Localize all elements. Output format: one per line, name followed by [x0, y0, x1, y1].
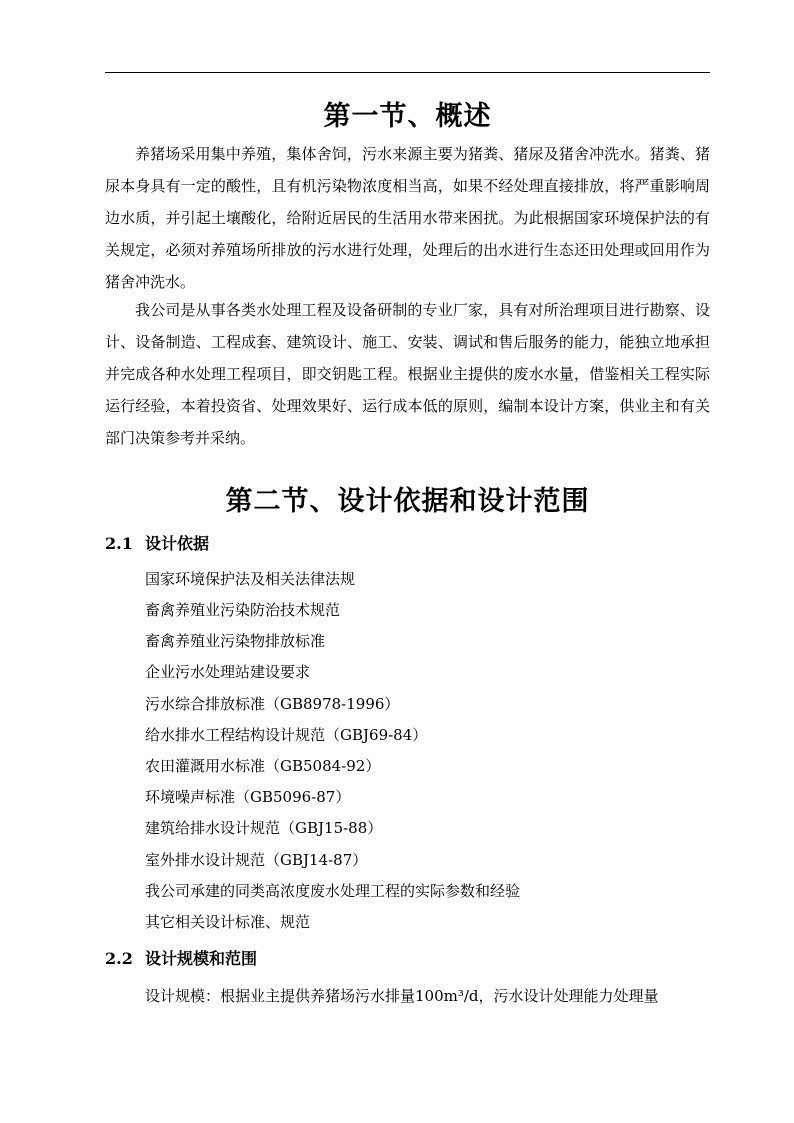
- subsection-number: 2.2: [105, 949, 133, 968]
- section1-title: 第一节、概述: [323, 101, 492, 132]
- list-item: 环境噪声标准（GB5096-87）: [145, 788, 351, 806]
- subsection-heading-2-2: [105, 948, 710, 970]
- list-item: 室外排水设计规范（GBJ14-87）: [145, 851, 368, 869]
- subsection-heading-2-1: [105, 533, 710, 555]
- section1-paragraph-1: 养猪场采用集中养殖，集体舍饲，污水来源主要为猪粪、猪尿及猪舍冲洗水。猪粪、猪尿本身具有一定的酸性，且有机污染物浓度相当高，如果不经处理直接排放，将严重影响周边水质，并引起土壤酸化，给附近居民的生活用水带来困扰。为此根据国家环境保护法的有关规定，必须对养殖场所排放的污水进行处理，处理后的出水进行生态还田处理或回用作为猪舍冲洗水。: [105, 145, 710, 291]
- list-item: 国家环境保护法及相关法律法规: [145, 570, 356, 588]
- list-item: 我公司承建的同类高浓度废水处理工程的实际参数和经验: [145, 882, 521, 900]
- section2-title: 第二节、设计依据和设计范围: [225, 486, 590, 517]
- list-item: 建筑给排水设计规范（GBJ15-88）: [145, 819, 383, 837]
- design-scale-text: 设计规模：根据业主提供养猪场污水排量100m³/d，污水设计处理能力处理量: [145, 987, 659, 1005]
- header-rule: [105, 72, 710, 73]
- subsection-number: 2.1: [105, 534, 133, 553]
- list-item: 农田灌溉用水标准（GB5084-92）: [145, 757, 381, 775]
- subsection-title: 设计规模和范围: [145, 949, 258, 968]
- section1-paragraph-2: 我公司是从事各类水处理工程及设备研制的专业厂家，具有对所治理项目进行勘察、设计、设备制造、工程成套、建筑设计、施工、安装、调试和售后服务的能力，能独立地承担并完成各种水处理工程项目，即交钥匙工程。根据业主提供的废水水量，借鉴相关工程实际运行经验，本着投资省、处理效果好、运行成本低的原则，编制本设计方案，供业主和有关部门决策参考并采纳。: [105, 301, 710, 447]
- list-item: 其它相关设计标准、规范: [145, 913, 311, 931]
- subsection-title: 设计依据: [145, 534, 210, 553]
- list-item: 畜禽养殖业污染防治技术规范: [145, 601, 341, 619]
- list-item: 企业污水处理站建设要求: [145, 663, 311, 681]
- list-item: 污水综合排放标准（GB8978-1996）: [145, 695, 400, 713]
- list-item: 给水排水工程结构设计规范（GBJ69-84）: [145, 726, 428, 744]
- list-item: 畜禽养殖业污染物排放标准: [145, 632, 326, 650]
